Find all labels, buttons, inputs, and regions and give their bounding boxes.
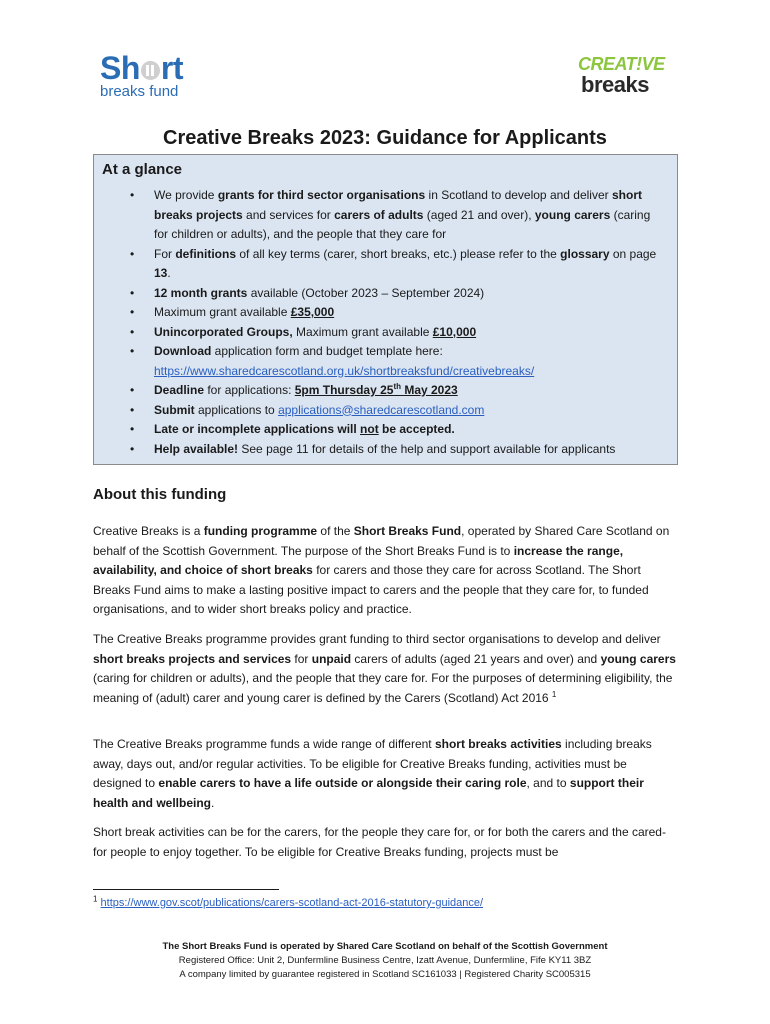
list-item: • For definitions of all key terms (carer, short breaks, etc.) please refer to the glossary on page 13.	[154, 245, 669, 284]
applications-email-link[interactable]: applications@sharedcarescotland.com	[278, 402, 485, 417]
footer-line: A company limited by guarantee registered in Scotland SC161033 | Registered Charity SC005315	[179, 969, 591, 980]
at-a-glance-list	[102, 186, 669, 459]
about-paragraph-1: Creative Breaks is a funding programme of the Short Breaks Fund, operated by Shared Care Scotland on behalf of the Scottish Government. The purpose of the Short Breaks Fund is to increase the range, availability, and choice of short breaks for carers and those they care for across Scotland. The Short Breaks Fund aims to make a lasting positive impact to carers and the people that they care for, to funded organisations, and to wider short breaks policy and practice.	[93, 524, 670, 616]
short-breaks-fund-logo	[100, 52, 210, 100]
about-paragraph-3: The Creative Breaks programme funds a wide range of different short breaks activities including breaks away, days out, and/or regular activities. To be eligible for Creative Breaks funding, activities must be designed to enable carers to have a life outside or alongside their caring role, and to support their health and wellbeing.	[93, 737, 652, 810]
about-paragraph-4: Short break activities can be for the carers, for the people they care for, or for both the carers and the cared-for people to enjoy together. To be eligible for Creative Breaks funding, projects must be	[93, 825, 666, 859]
logo-pause-icon	[141, 61, 160, 80]
at-a-glance-heading: At a glance	[102, 161, 183, 178]
list-item: • 12 month grants available (October 2023 – September 2024)	[154, 284, 669, 304]
creative-breaks-logo	[578, 55, 678, 100]
at-a-glance-box	[93, 154, 678, 465]
list-item: • Submit applications to applications@sharedcarescotland.com	[154, 401, 669, 421]
logo-subtext: breaks fund	[100, 83, 179, 100]
logo-subtext: breaks	[581, 72, 649, 97]
page-title: Creative Breaks 2023: Guidance for Applicants	[163, 127, 607, 149]
footnote-ref: 1	[551, 689, 557, 699]
application-form-link[interactable]: https://www.sharedcarescotland.org.uk/shortbreaksfund/creativebreaks/	[154, 363, 535, 378]
list-item: • Unincorporated Groups, Maximum grant available £10,000	[154, 323, 669, 343]
logo-text: CREAT!VE	[578, 54, 665, 74]
list-item: • Download application form and budget template here: https://www.sharedcarescotland.org.uk/shortbreaksfund/creativebreaks/	[154, 342, 669, 381]
footnote: $^1$ https://www.gov.scot/publications/carers-scotland-act-2016-statutory-guidance/	[93, 894, 484, 909]
footnote-link[interactable]: https://www.gov.scot/publications/carers-scotland-act-2016-statutory-guidance/	[100, 897, 484, 909]
footnote-divider	[93, 889, 279, 890]
logo-text: Sh	[100, 50, 140, 86]
footer-line: The Short Breaks Fund is operated by Shared Care Scotland on behalf of the Scottish Government	[162, 941, 608, 952]
list-item: • We provide grants for third sector organisations in Scotland to develop and deliver short breaks projects and services for carers of adults (aged 21 and over), young carers (caring for children or adults), and the people that they care for	[154, 186, 669, 245]
footer-line: Registered Office: Unit 2, Dunfermline Business Centre, Izatt Avenue, Dunfermline, Fife KY11 3BZ	[178, 955, 592, 966]
list-item: • Deadline for applications: 5pm Thursday 25th May 2023	[154, 381, 669, 401]
list-item: • Help available! See page 11 for details of the help and support available for applicants	[154, 440, 669, 460]
page-footer	[0, 940, 770, 982]
logo-text: rt	[160, 50, 183, 86]
list-item: • Maximum grant available £35,000	[154, 303, 669, 323]
about-heading: About this funding	[93, 486, 227, 503]
list-item: • Late or incomplete applications will not be accepted.	[154, 420, 669, 440]
about-paragraph-2: The Creative Breaks programme provides grant funding to third sector organisations to develop and deliver short breaks projects and services for unpaid carers of adults (aged 21 years and over) and young carers (caring for children or adults), and the people that they care for. For the purposes of determining eligibility, the meaning of (adult) carer and young carer is defined by the Carers (Scotland) Act 2016 $^1$	[93, 632, 676, 705]
